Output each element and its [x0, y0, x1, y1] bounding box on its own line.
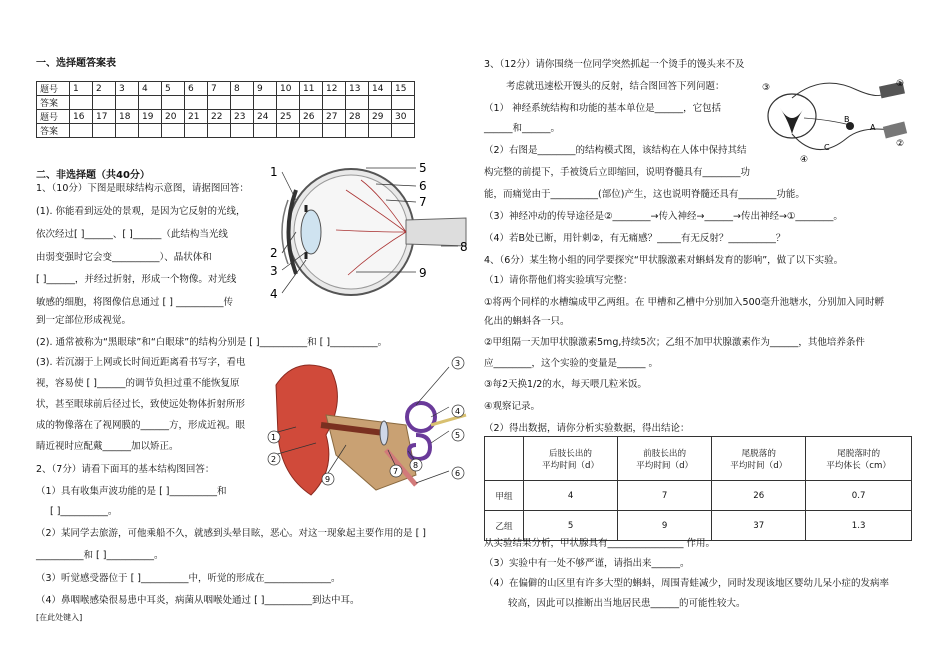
answer-cell: 17	[93, 110, 116, 124]
answer-cell: 18	[116, 110, 139, 124]
answer-cell	[185, 96, 208, 110]
q4-line: ①将两个同样的水槽编成甲乙两组。在 甲槽和乙槽中分别加入500毫升池塘水，分别加入同时孵	[484, 297, 885, 308]
answer-cell: 26	[300, 110, 323, 124]
nerve-label: A	[870, 123, 876, 132]
answer-cell	[346, 96, 369, 110]
eye-label: 7	[419, 195, 427, 209]
answer-cell	[254, 96, 277, 110]
q4-line: ④观察记录。	[484, 401, 541, 412]
answer-cell: 28	[346, 110, 369, 124]
answer-cell: 10	[277, 82, 300, 96]
eye-label: 8	[460, 240, 468, 254]
answer-cell	[323, 124, 346, 138]
table-cell: 甲组	[485, 481, 524, 511]
answer-cell	[116, 96, 139, 110]
answer-cell: 15	[392, 82, 415, 96]
answer-cell: 24	[254, 110, 277, 124]
answer-cell: 4	[139, 82, 162, 96]
answer-cell	[254, 124, 277, 138]
table-cell: 5	[524, 511, 618, 541]
ear-label: 2	[271, 455, 277, 464]
answer-cell	[369, 124, 392, 138]
table-cell: 1.3	[806, 511, 912, 541]
table-cell: 7	[618, 481, 712, 511]
table-cell: 4	[524, 481, 618, 511]
q4-tail-line: 从实验结果分析，甲状腺具有________________ 作用。	[484, 538, 716, 549]
answer-cell: 25	[277, 110, 300, 124]
nerve-label: ②	[896, 139, 905, 149]
q2-line: （2）某同学去旅游，可他乘船不久，就感到头晕目眩，恶心。对这一现象起主要作用的是 [ ]	[36, 528, 426, 539]
answer-cell: 16	[70, 110, 93, 124]
table-header-cell: 答案	[37, 124, 70, 138]
q1-line: 视，容易使 [ ]______的调节负担过重不能恢复原	[36, 378, 240, 389]
q1-line: 依次经过[ ]______、[ ]______（此结构当光线	[36, 229, 228, 240]
table-cell: 0.7	[806, 481, 912, 511]
q2-line: 2、（7分）请看下面耳的基本结构图回答：	[36, 464, 215, 475]
table-row	[37, 124, 415, 138]
q2-line: （4）鼻咽喉感染很易患中耳炎，病菌从咽喉处通过 [ ]__________到达中耳。	[36, 595, 360, 606]
section-1-title: 一、选择题答案表	[36, 58, 116, 69]
nerve-label: ①	[896, 79, 905, 89]
answer-cell	[323, 96, 346, 110]
eye-label: 6	[419, 179, 427, 193]
table-header-cell: 尾脱落时的 平均体长（cm）	[806, 437, 912, 481]
eye-label: 2	[270, 246, 278, 260]
table-row	[485, 437, 912, 481]
eye-label: 1	[270, 165, 278, 179]
q2-line: [ ]__________。	[50, 506, 118, 517]
answer-cell	[277, 96, 300, 110]
answer-cell	[369, 96, 392, 110]
answer-cell	[392, 124, 415, 138]
q2-line: （1）具有收集声波功能的是 [ ]__________和	[36, 486, 227, 497]
table-header-cell: 前肢长出的 平均时间（d）	[618, 437, 712, 481]
q4-line: （2）得出数据，请你分析实验数据，得出结论：	[484, 423, 690, 434]
ear-label: 4	[455, 407, 461, 416]
q4-line: 化出的蝌蚪各一只。	[484, 316, 570, 327]
ear-label: 7	[393, 467, 399, 476]
table-header-cell	[485, 437, 524, 481]
q4-tail-line: （3）实验中有一处不够严谨，请指出来______。	[484, 558, 690, 569]
answer-cell	[139, 124, 162, 138]
table-header-cell: 题号	[37, 82, 70, 96]
answer-cell: 12	[323, 82, 346, 96]
q4-line: ②甲组隔一天加甲状腺激素5mg,持续5次；乙组不加甲状腺激素作为______，其他培养条件	[484, 337, 865, 348]
answer-table	[36, 81, 415, 138]
ear-label: 3	[455, 359, 461, 368]
q3-line: ______和______。	[484, 123, 561, 134]
eye-label: 9	[419, 266, 427, 280]
q1-line: 成的物像落在了视网膜的______方，形成近视。眼	[36, 420, 246, 431]
nerve-label: ③	[762, 83, 771, 93]
table-row	[37, 82, 415, 96]
q3-line: 3、（12分）请你围绕一位同学突然抓起一个烫手的馒头来不及	[484, 59, 745, 70]
eye-diagram	[266, 160, 471, 300]
q3-line: （4）若B处已断，用针刺②，有无痛感？_____有无反射？__________？	[484, 233, 786, 244]
nerve-label: C	[824, 143, 830, 152]
answer-cell: 6	[185, 82, 208, 96]
answer-cell	[70, 124, 93, 138]
ear-label: 9	[325, 475, 331, 484]
table-row	[485, 481, 912, 511]
table-header-cell: 题号	[37, 110, 70, 124]
q3-line: （3）神经冲动的传导途径是②________→传入神经→______→传出神经→①________。	[484, 211, 843, 222]
q2-line: （3）听觉感受器位于 [ ]__________中，听觉的形成在______________。	[36, 573, 341, 584]
answer-cell: 29	[369, 110, 392, 124]
q3-line: （2）右图是________的结构模式图，该结构在人体中保持其结	[484, 145, 747, 156]
table-cell: 9	[618, 511, 712, 541]
table-header-cell: 答案	[37, 96, 70, 110]
answer-cell	[231, 96, 254, 110]
q1-line: 1、（10分）下图是眼球结构示意图，请据图回答：	[36, 183, 249, 194]
answer-cell: 30	[392, 110, 415, 124]
answer-cell	[93, 96, 116, 110]
answer-cell: 19	[139, 110, 162, 124]
table-row	[485, 511, 912, 541]
table-cell: 26	[712, 481, 806, 511]
ear-label: 8	[413, 461, 419, 470]
q1-line: [ ]______，并经过折射，形成一个物像。对光线	[36, 274, 237, 285]
ear-diagram	[266, 355, 471, 503]
table-header-cell: 尾脱落的 平均时间（d）	[712, 437, 806, 481]
answer-cell: 8	[231, 82, 254, 96]
q1-line: (3). 若沉溺于上网或长时间近距离看书写字，看电	[36, 357, 246, 368]
ear-label: 5	[455, 431, 461, 440]
answer-cell: 21	[185, 110, 208, 124]
q1-line: (1). 你能看到远处的景观，是因为它反射的光线，	[36, 206, 246, 217]
footer-placeholder: [在此处键入]	[36, 613, 83, 622]
answer-cell: 27	[323, 110, 346, 124]
answer-cell	[277, 124, 300, 138]
answer-cell	[300, 124, 323, 138]
nerve-label: B	[844, 115, 850, 124]
answer-cell	[93, 124, 116, 138]
q1-line: 睛近视时应配戴______加以矫正。	[36, 441, 179, 452]
q1-line: 由弱变强时它会变__________）、晶状体和	[36, 252, 212, 263]
answer-cell	[392, 96, 415, 110]
answer-cell: 11	[300, 82, 323, 96]
results-table	[484, 436, 912, 541]
reflex-arc-diagram	[762, 78, 912, 170]
table-row	[37, 96, 415, 110]
q2-line: __________和 [ ]__________。	[36, 550, 164, 561]
nerve-label: ④	[800, 155, 809, 165]
answer-cell	[185, 124, 208, 138]
section-2-title: 二、非选择题（共40分）	[36, 170, 150, 181]
answer-cell: 5	[162, 82, 185, 96]
answer-cell: 7	[208, 82, 231, 96]
ear-label: 1	[271, 433, 277, 442]
q1-line: 状，甚至眼球前后径过长，致使远处物体折射所形	[36, 399, 246, 410]
table-row	[37, 110, 415, 124]
ear-label: 6	[455, 469, 461, 478]
answer-cell: 9	[254, 82, 277, 96]
table-cell: 37	[712, 511, 806, 541]
answer-cell: 23	[231, 110, 254, 124]
q1-line: (2). 通常被称为“黑眼球”和“白眼球”的结构分别是 [ ]__________和 [ ]__________。	[36, 337, 388, 348]
q3-line: 能，而痛觉由于__________(部位)产生，这也说明脊髓还具有________功能。	[484, 189, 805, 200]
answer-cell: 13	[346, 82, 369, 96]
q4-line: （1）请你帮他们将实验填写完整：	[484, 275, 633, 286]
answer-cell: 1	[70, 82, 93, 96]
q1-line: 敏感的细胞，将图像信息通过 [ ] __________传	[36, 297, 233, 308]
answer-cell: 20	[162, 110, 185, 124]
answer-cell: 2	[93, 82, 116, 96]
answer-cell	[231, 124, 254, 138]
q4-tail-line: （4）在偏僻的山区里有许多大型的蝌蚪，周围青蛙减少，同时发现该地区婴幼儿呆小症的发病率	[484, 578, 890, 589]
q1-line: 到一定部位形成视觉。	[36, 315, 132, 326]
table-cell: 乙组	[485, 511, 524, 541]
table-header-cell: 后肢长出的 平均时间（d）	[524, 437, 618, 481]
eye-label: 5	[419, 161, 427, 175]
answer-cell	[346, 124, 369, 138]
q4-line: 4、（6分）某生物小组的同学要探究“甲状腺激素对蝌蚪发育的影响”，做了以下实验。	[484, 255, 844, 266]
answer-cell: 22	[208, 110, 231, 124]
answer-cell	[300, 96, 323, 110]
answer-cell	[70, 96, 93, 110]
q3-line: 构完整的前提下，手被烫后立即缩回，说明脊髓具有________功	[484, 167, 751, 178]
answer-cell	[116, 124, 139, 138]
answer-cell	[139, 96, 162, 110]
answer-cell: 14	[369, 82, 392, 96]
q3-line: 考虑就迅速松开馒头的反射，结合图回答下列问题：	[506, 81, 725, 92]
eye-label: 4	[270, 287, 278, 300]
q4-line: ③每2天换1/2的水，每天喂几粒米饭。	[484, 379, 647, 390]
eye-label: 3	[270, 264, 278, 278]
answer-cell	[162, 96, 185, 110]
q3-line: （1） 神经系统结构和功能的基本单位是______，它包括	[484, 103, 722, 114]
q4-tail-line: 较高，因此可以推断出当地居民患______的可能性较大。	[508, 598, 746, 609]
answer-cell	[208, 124, 231, 138]
answer-cell: 3	[116, 82, 139, 96]
q4-line: 应________，这个实验的变量是______ 。	[484, 358, 659, 369]
answer-cell	[208, 96, 231, 110]
answer-cell	[162, 124, 185, 138]
